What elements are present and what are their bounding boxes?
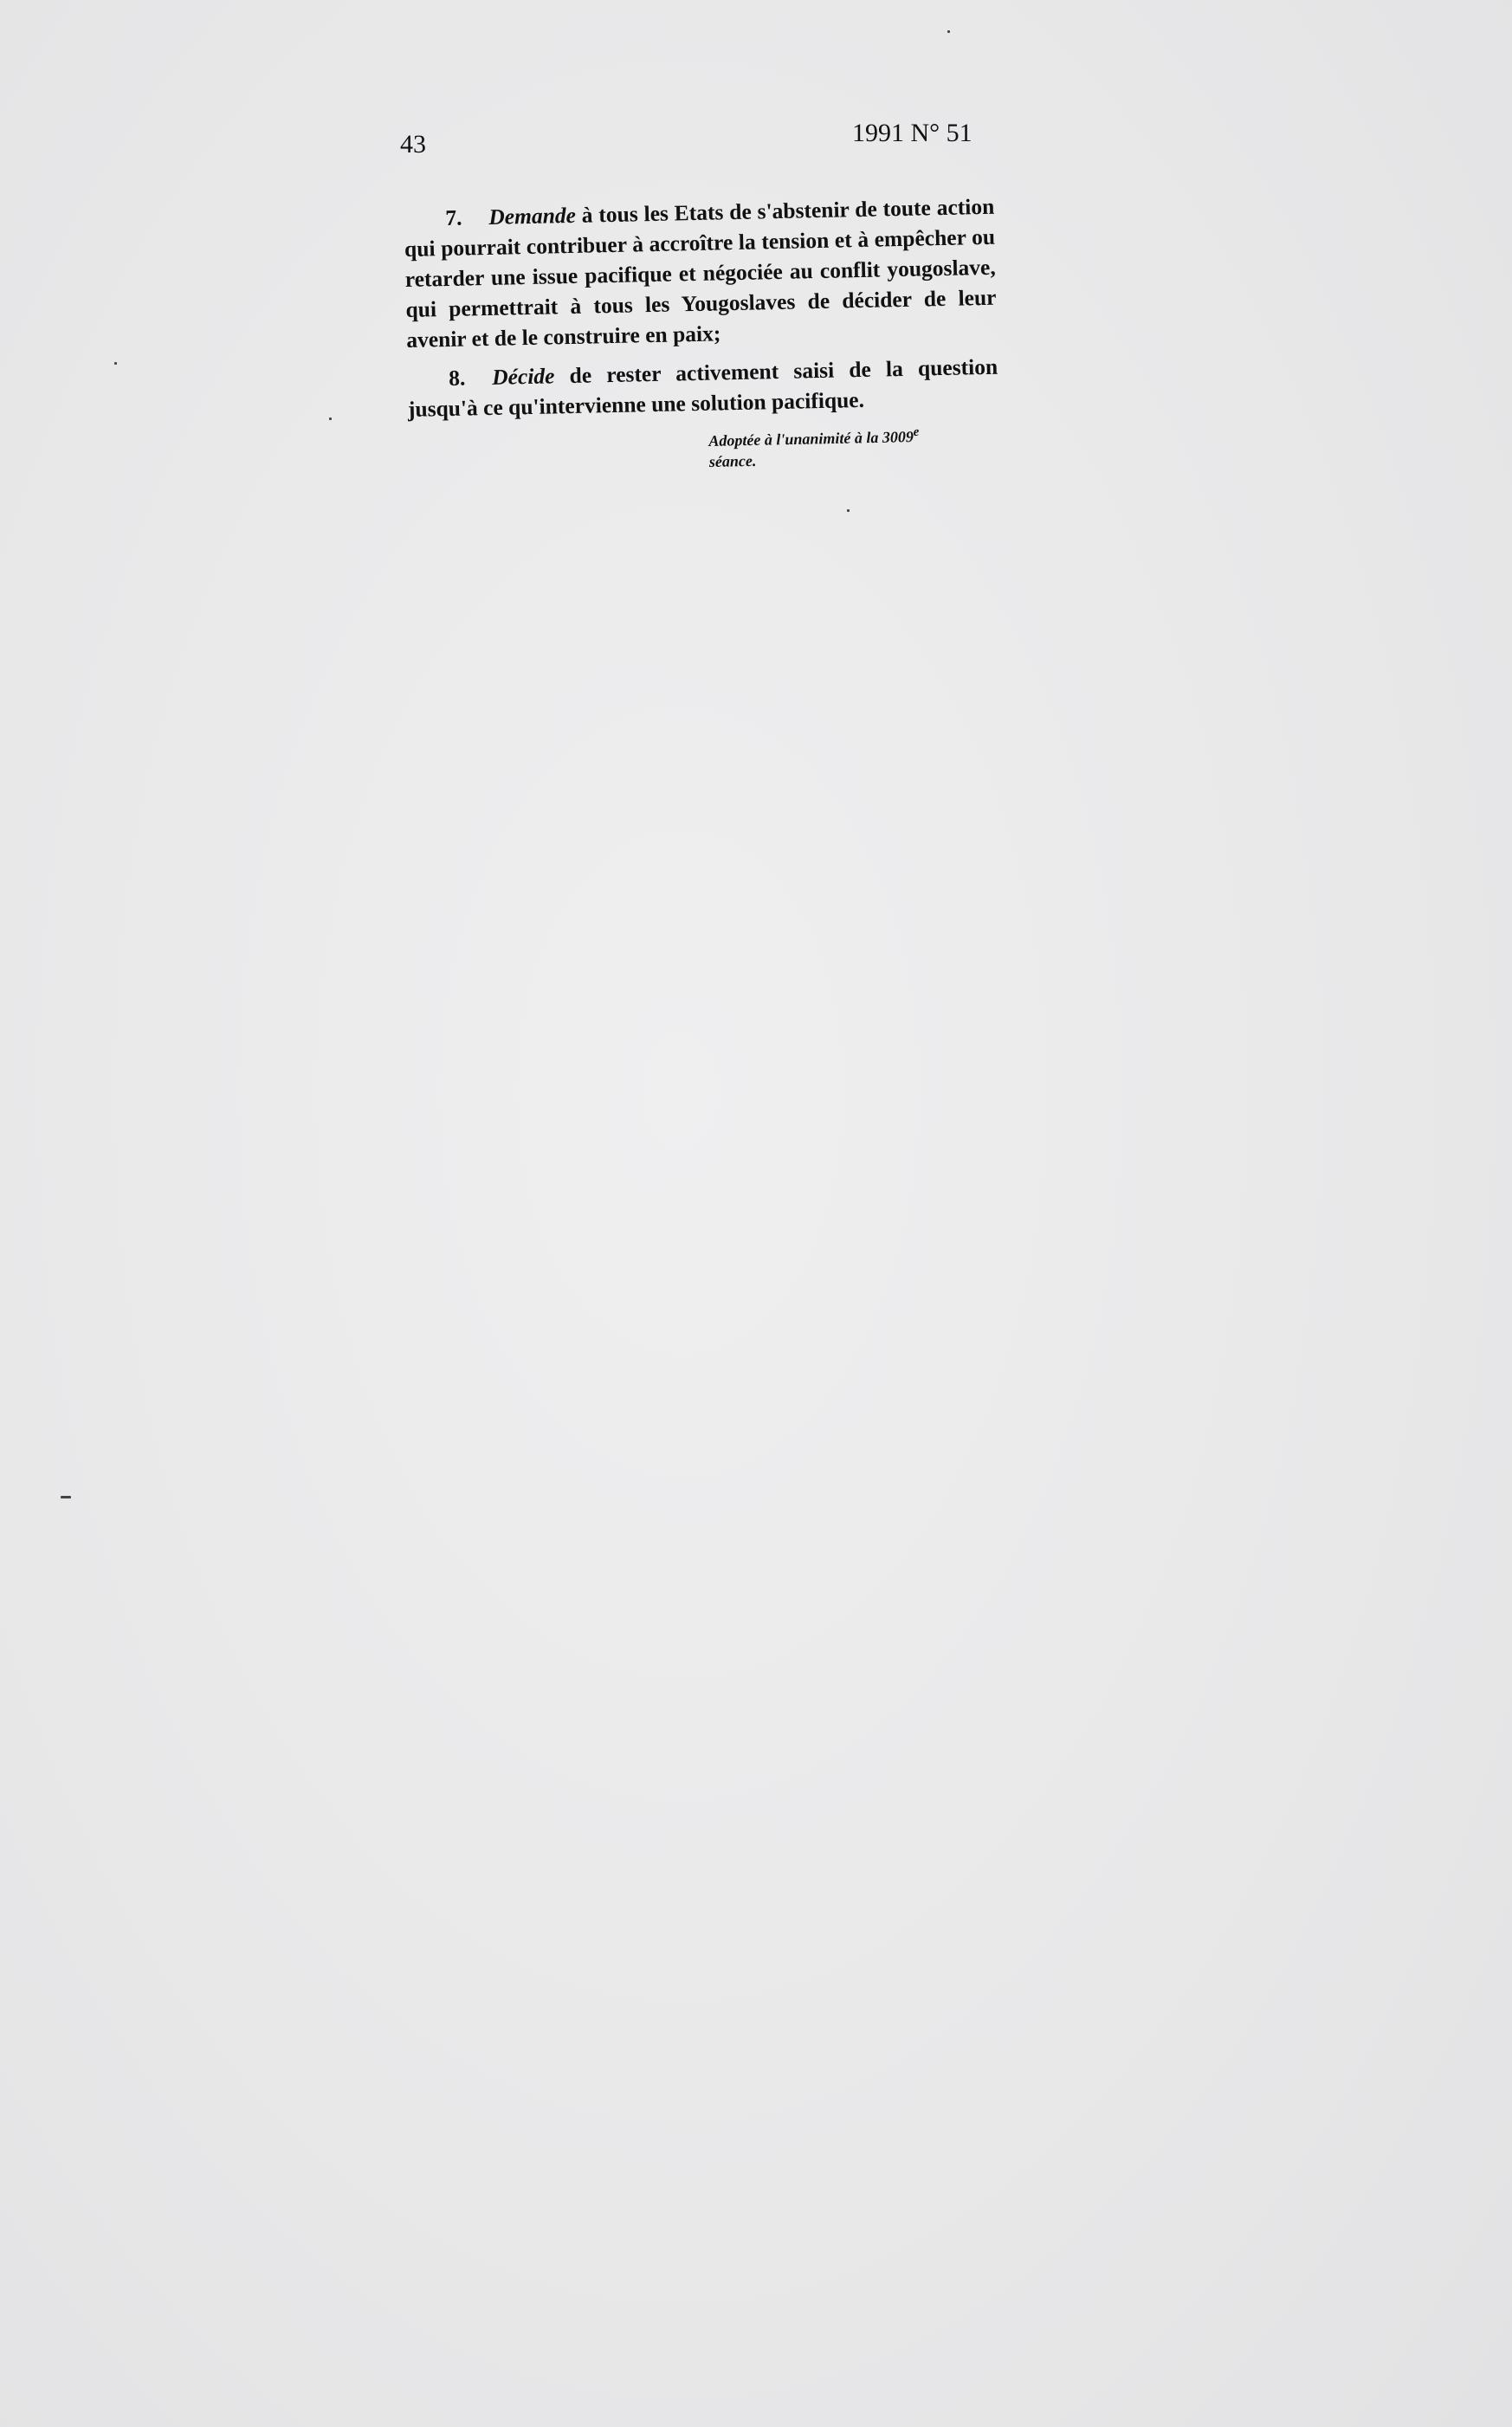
document-identifier: 1991 N° 51 — [852, 119, 972, 147]
paragraph-number: 7. — [445, 204, 462, 230]
adoption-line-1: Adoptée à l'unanimité à la 3009 — [708, 428, 914, 450]
page-number: 43 — [400, 130, 426, 159]
adoption-note — [708, 420, 1004, 472]
scan-speck — [61, 1496, 71, 1498]
scan-speck — [114, 362, 117, 365]
scan-speck — [329, 417, 332, 420]
paragraph-8 — [407, 352, 998, 424]
adoption-superscript: e — [913, 424, 920, 440]
scan-speck — [947, 30, 950, 33]
paragraph-body: à tous les Etats de s'abstenir de toute action qui pourrait contribuer à accroître la tension et à empêcher ou retarder une issue pacifique et négociée au conflit yougoslave, qui permettrait à tous les Yougoslaves de décider de leur avenir et de le construire en paix; — [404, 193, 997, 353]
paragraph-7 — [404, 191, 998, 355]
adoption-line-2: séance. — [708, 451, 757, 470]
operative-verb: Décide — [491, 363, 555, 390]
operative-verb: Demande — [488, 202, 577, 230]
paragraph-body: de rester activement saisi de la question jusqu'à ce qu'intervienne une solution pacifique. — [407, 353, 998, 422]
paragraph-number: 8. — [448, 365, 466, 391]
resolution-text — [404, 191, 998, 424]
scan-speck — [847, 509, 850, 512]
